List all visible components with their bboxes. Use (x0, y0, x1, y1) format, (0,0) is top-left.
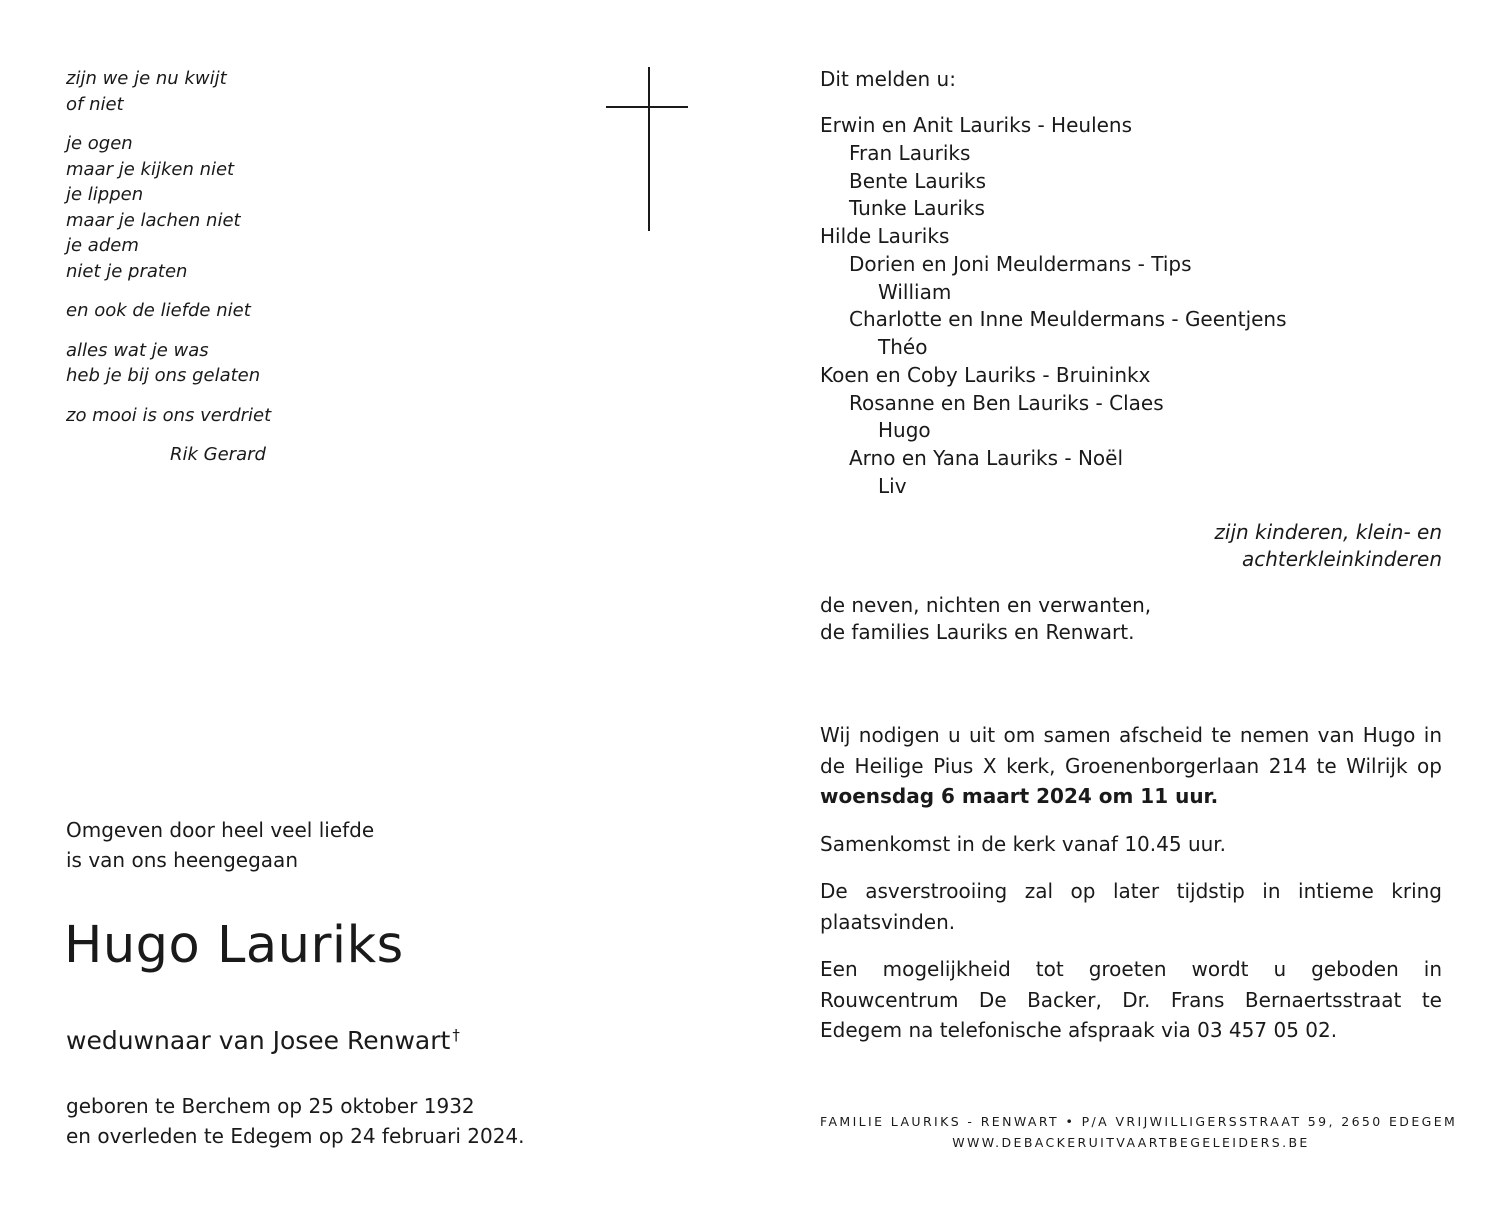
invitation-text: Wij nodigen u uit om samen afscheid te nemen van Hugo in de Heilige Pius X kerk, Groenenborgerlaan 214 te Wilrijk op (820, 723, 1442, 778)
notice-intro: Dit melden u: (820, 67, 956, 91)
family-member: Fran Lauriks (849, 140, 971, 165)
family-member: Théo (878, 335, 928, 359)
poem-line: alles wat je was (66, 339, 209, 361)
family-list (820, 112, 1442, 501)
poem-line: maar je kijken niet (66, 158, 235, 180)
poem (66, 66, 466, 468)
poem-line: zo mooi is ons verdriet (66, 404, 272, 426)
poem-stanza-2 (66, 131, 466, 284)
poem-line: je lippen (66, 184, 144, 205)
relatives-line-1: de neven, nichten en verwanten, (820, 593, 1152, 617)
poem-line: zijn we je nu kwijt (66, 68, 227, 89)
dagger-icon: † (452, 1026, 460, 1044)
family-member: William (878, 279, 952, 304)
poem-stanza-4 (66, 338, 466, 389)
family-member: Tunke Lauriks (849, 196, 985, 221)
family-member: Hilde Lauriks (820, 224, 950, 248)
poem-stanza-3 (66, 298, 466, 324)
footer-website: WWW.DEBACKERUITVAARTBEGELEIDERS.BE (952, 1135, 1310, 1150)
family-member: Hugo (878, 418, 931, 443)
poem-line: niet je praten (66, 260, 188, 282)
family-member: Bente Lauriks (849, 168, 987, 193)
relatives-line-2: de families Lauriks en Renwart. (820, 620, 1135, 644)
cross-vertical-bar (648, 67, 650, 231)
poem-author: Rik Gerard (170, 444, 266, 465)
invitation-paragraph-2: Samenkomst in de kerk vanaf 10.45 uur. (820, 831, 1227, 856)
cross-horizontal-bar (606, 106, 688, 108)
announcement-line-1: Omgeven door heel veel liefde (66, 818, 375, 842)
widower-line (66, 1017, 460, 1059)
family-member: Charlotte en Inne Meuldermans - Geentjens (849, 307, 1287, 332)
poem-line: en ook de liefde niet (66, 300, 251, 321)
family-member: Erwin en Anit Lauriks - Heulens (820, 113, 1133, 137)
poem-line: of niet (66, 93, 124, 115)
death-line: en overleden te Edegem op 24 februari 2024. (66, 1124, 525, 1148)
family-member: Arno en Yana Lauriks - Noël (849, 446, 1124, 470)
family-member: Koen en Coby Lauriks - Bruininkx (820, 362, 1151, 387)
poem-line: je adem (66, 235, 139, 256)
invitation-paragraph-4: Een mogelijkheid tot groeten wordt u geboden in Rouwcentrum De Backer, Dr. Frans Bernaertsstraat te Edegem na telefonische afspraak via 03 457 05 02. (820, 957, 1442, 1042)
invitation-paragraph-1 (820, 720, 1442, 812)
announcement-line-2: is van ons heengegaan (66, 848, 298, 872)
family-member: Liv (878, 473, 907, 498)
ceremony-datetime: woensdag 6 maart 2024 om 11 uur. (820, 784, 1219, 808)
family-member: Rosanne en Ben Lauriks - Claes (849, 390, 1164, 415)
announcement (66, 815, 374, 875)
invitation (820, 720, 1442, 1063)
footer-address: FAMILIE LAURIKS - RENWART • P/A VRIJWILLIGERSSTRAAT 59, 2650 EDEGEM (820, 1114, 1458, 1129)
birth-line: geboren te Berchem op 25 oktober 1932 (66, 1094, 475, 1118)
invitation-paragraph-3: De asverstrooiing zal op later tijdstip in intieme kring plaatsvinden. (820, 879, 1442, 934)
poem-line: maar je lachen niet (66, 209, 241, 231)
poem-stanza-1 (66, 66, 466, 117)
life-dates (66, 1091, 525, 1151)
poem-line: heb je bij ons gelaten (66, 365, 261, 386)
poem-stanza-5 (66, 403, 466, 429)
signoff-line-1: zijn kinderen, klein- en (1214, 520, 1442, 544)
relatives (820, 592, 1442, 646)
poem-line: je ogen (66, 133, 133, 154)
signoff-line-2: achterkleinkinderen (1242, 547, 1442, 571)
widower-text: weduwnaar van Josee Renwart (66, 1026, 451, 1055)
family-signoff (820, 519, 1442, 573)
footer (820, 1111, 1458, 1153)
family-member: Dorien en Joni Meuldermans - Tips (849, 251, 1192, 276)
deceased-name: Hugo Lauriks (64, 916, 404, 975)
